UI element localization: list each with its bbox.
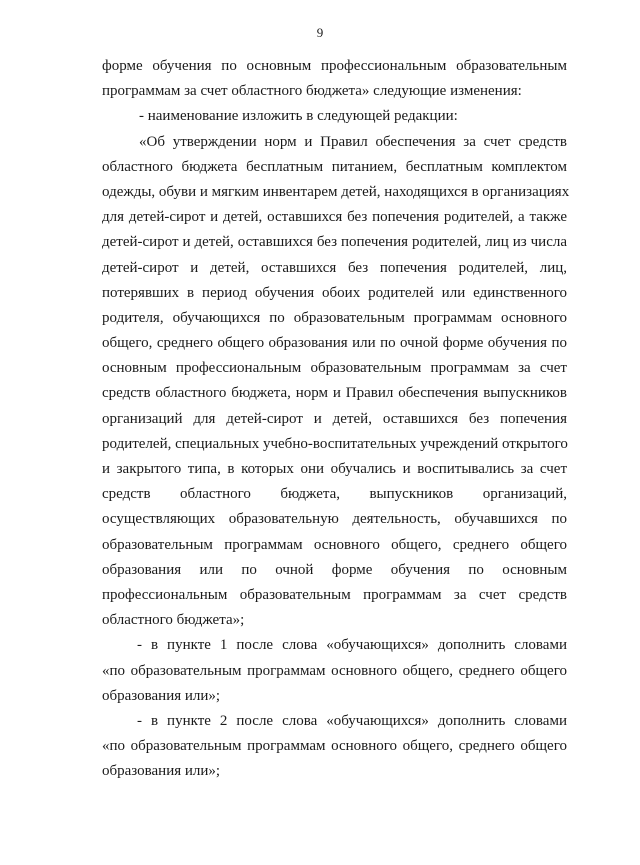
text-line: областного бюджета»; xyxy=(102,612,245,629)
text-line: программам за счет областного бюджета» следующие изменения: xyxy=(102,83,522,100)
text-line: и закрытого типа, в которых они обучались и воспитывались за счет xyxy=(102,461,567,477)
text-line: общего, среднего общего образования или по очной форме обучения по xyxy=(102,335,567,352)
text-line: образовательным программам основного общего, среднего общего xyxy=(102,536,567,553)
text-line: потерявших в период обучения обоих родителей или единственного xyxy=(102,284,567,301)
document-body xyxy=(102,54,570,784)
text-line: родителей, специальных учебно-воспитательных учреждений открытого xyxy=(102,435,568,452)
text-line: «Об утверждении норм и Правил обеспечения за счет средств xyxy=(139,133,567,150)
text-line: «по образовательным программам основного общего, среднего общего xyxy=(102,662,567,679)
text-line: для детей-сирот и детей, оставшихся без попечения родителей, а также xyxy=(102,209,567,226)
text-line: - в пункте 2 после слова «обучающихся» дополнить словами xyxy=(137,712,567,729)
text-line: детей-сирот и детей, оставшихся без попечения родителей, лиц, xyxy=(102,259,567,276)
text-line: образования или»; xyxy=(102,687,221,704)
text-line: - в пункте 1 после слова «обучающихся» дополнить словами xyxy=(137,637,567,654)
text-line: образования или по очной форме обучения по основным xyxy=(102,561,567,578)
text-line: родителя, обучающихся по образовательным программам основного xyxy=(102,309,567,326)
text-line: форме обучения по основным профессиональным образовательным xyxy=(102,58,567,74)
text-line: профессиональным образовательным программам за счет средств xyxy=(102,586,567,603)
text-line: детей-сирот и детей, оставшихся без попечения родителей, лиц из числа xyxy=(102,234,567,251)
text-line: областного бюджета бесплатным питанием, бесплатным комплектом xyxy=(102,158,567,175)
text-line: средств областного бюджета, норм и Правил обеспечения выпускников xyxy=(102,385,567,402)
text-line: осуществляющих образовательную деятельность, обучавшихся по xyxy=(102,511,567,528)
page-number: 9 xyxy=(316,25,324,40)
text-line: «по образовательным программам основного общего, среднего общего xyxy=(102,738,567,755)
text-line: одежды, обуви и мягким инвентарем детей, находящихся в организациях xyxy=(102,183,570,200)
text-line: образования или»; xyxy=(102,763,221,780)
text-line: основным профессиональным образовательным программам за счет xyxy=(102,360,567,377)
text-line: средств областного бюджета, выпускников организаций, xyxy=(102,486,567,503)
text-line: организаций для детей-сирот и детей, оставшихся без попечения xyxy=(102,410,567,427)
text-line: - наименование изложить в следующей редакции: xyxy=(139,108,458,125)
